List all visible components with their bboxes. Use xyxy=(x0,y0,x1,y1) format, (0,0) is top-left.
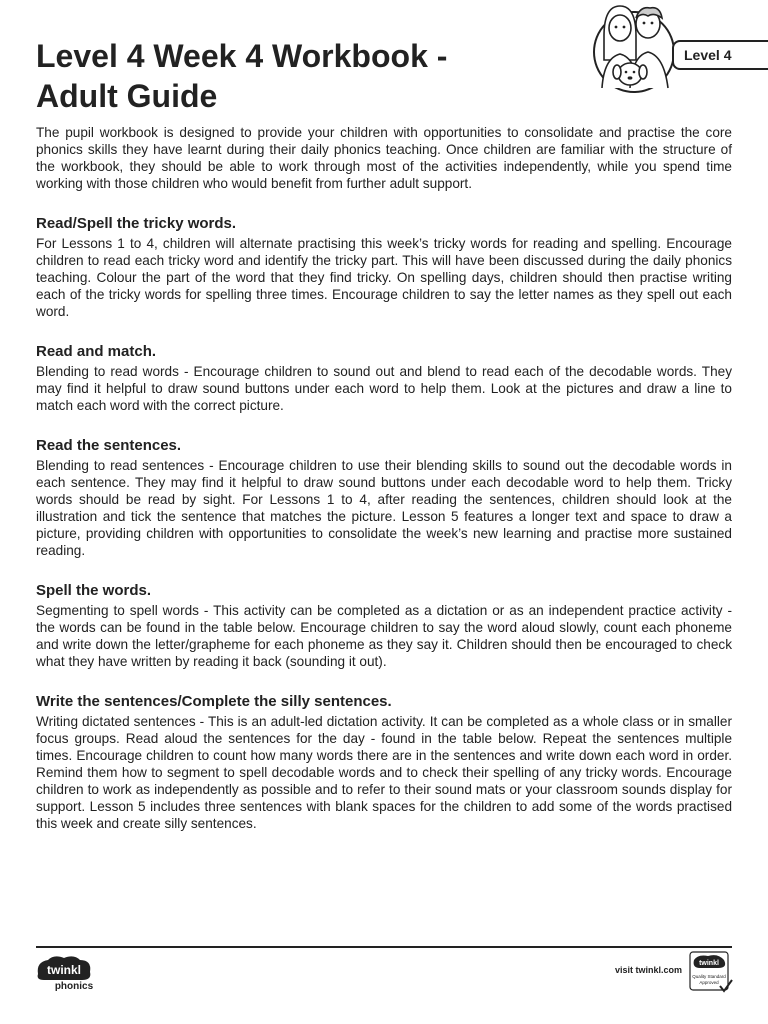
badge-brand-text: twinkl xyxy=(699,960,719,967)
section-heading: Read the sentences. xyxy=(36,437,182,454)
section-read-sentences xyxy=(36,435,732,559)
badge-caption-line-2: Approved xyxy=(699,980,719,985)
logo-text-phonics: phonics xyxy=(54,981,94,992)
section-read-and-match xyxy=(36,341,732,414)
section-heading: Read/Spell the tricky words. xyxy=(36,215,237,232)
page-title-line-1: Level 4 Week 4 Workbook - xyxy=(36,38,448,74)
section-write-sentences xyxy=(36,691,732,832)
section-heading: Spell the words. xyxy=(36,582,152,599)
intro-paragraph: The pupil workbook is designed to provide your children with opportunities to consolidate and practise the core phonics skills they have learnt during their daily phonics teaching. Once children are familiar with the structure of the workbook, they should be able to work through most of the activities independently, while you spend time working with those children who would benefit from further adult support. xyxy=(36,125,732,191)
section-tricky-words xyxy=(36,213,732,320)
section-body: Blending to read words - Encourage children to sound out and blend to read each of the decodable words. They may find it helpful to draw sound buttons under each word to help them. Look at the pictures and draw a line to match each word with the correct picture. xyxy=(36,364,732,413)
twinkl-phonics-logo[interactable] xyxy=(34,952,100,992)
section-body: For Lessons 1 to 4, children will alternate practising this week’s tricky words for reading and spelling. Encourage children to read each tricky word and identify the tricky part. This will have been discussed during the daily phonics teaching. Colour the part of the word that they find tricky. On spelling days, children should then practise writing each of the tricky words for spelling three times. Encourage children to say the letter names as they spell out each word. xyxy=(36,236,732,319)
guide-content xyxy=(36,124,732,853)
section-heading: Write the sentences/Complete the silly sentences. xyxy=(36,693,392,710)
visit-twinkl-link[interactable]: visit twinkl.com xyxy=(614,965,682,975)
page-title xyxy=(36,36,556,116)
section-body: Writing dictated sentences - This is an adult-led dictation activity. It can be completed as a whole class or in smaller focus groups. Read aloud the sentences for the day - found in the table below. Repeat the sentences multiple times. Encourage children to count how many words there are in the sentences and write down each word in order. Remind them how to segment to spell decodable words and to check their spelling of any tricky words. Encourage children to work as independently as possible and to refer to their sound mats or your classroom sounds display for support. Lesson 5 includes three sentences with blank spaces for the children to add some of the words practised this week and create silly sentences. xyxy=(36,714,732,831)
page-title-line-2: Adult Guide xyxy=(36,78,218,114)
footer-divider xyxy=(36,946,732,948)
section-heading: Read and match. xyxy=(36,343,157,360)
level-badge xyxy=(672,40,768,70)
section-body: Segmenting to spell words - This activity can be completed as a dictation or as an independent practice activity - the words can be found in the table below. Encourage children to say the word aloud slowly, count each phoneme and write down the letter/grapheme for each phoneme as they say it. Children should then be encouraged to check what they have written by reading it back (sounding it out). xyxy=(36,603,732,669)
quality-standard-badge xyxy=(688,950,734,994)
logo-text-twinkl: twinkl xyxy=(46,963,82,977)
level-badge-label: Level 4 xyxy=(684,47,732,63)
badge-caption-line-1: Quality Standard xyxy=(692,974,726,979)
section-spell-words xyxy=(36,580,732,670)
section-body: Blending to read sentences - Encourage children to use their blending skills to sound out the decodable words in each sentence. They may find it helpful to draw sound buttons under each decodable word to help them. Tricky words should be read by sight. For Lessons 1 to 4, after reading the sentences, children should look at the illustration and tick the sentence that matches the picture. Lesson 5 features a longer text and space to draw a picture, providing children with opportunities to consolidate the week’s new learning and practise more sustained reading. xyxy=(36,458,732,558)
